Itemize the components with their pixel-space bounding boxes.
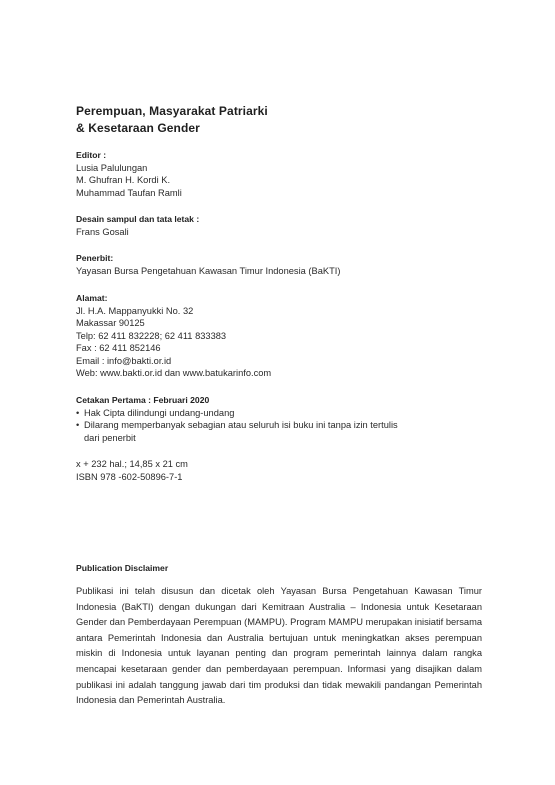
disclaimer-title: Publication Disclaimer xyxy=(76,563,169,573)
printing-label: Cetakan Pertama : Februari 2020 xyxy=(76,395,210,405)
editor-section xyxy=(76,149,182,199)
book-size: x + 232 hal.; 14,85 x 21 cm xyxy=(76,459,188,469)
address-line: Jl. H.A. Mappanyukki No. 32 xyxy=(76,305,194,316)
reproduction-bullet xyxy=(76,419,398,432)
book-title xyxy=(76,103,268,137)
address-section xyxy=(76,292,271,380)
bullet-text: Dilarang memperbanyak sebagian atau seluruh isi buku ini tanpa izin tertulis xyxy=(84,420,398,430)
book-info-section xyxy=(76,458,188,483)
publisher-section xyxy=(76,252,340,277)
book-title-line-1: Perempuan, Masyarakat Patriarki xyxy=(76,104,268,118)
publisher-label: Penerbit: xyxy=(76,253,114,263)
phone-line: Telp: 62 411 832228; 62 411 833383 xyxy=(76,330,227,341)
bullet-continuation: dari penerbit xyxy=(84,432,136,443)
book-title-line-2: & Kesetaraan Gender xyxy=(76,121,200,135)
bullet-text: Hak Cipta dilindungi undang-undang xyxy=(84,407,235,418)
email-line: Email : info@bakti.or.id xyxy=(76,355,172,366)
editor-label: Editor : xyxy=(76,150,107,160)
publisher-name: Yayasan Bursa Pengetahuan Kawasan Timur Indonesia (BaKTI) xyxy=(76,265,341,276)
web-line: Web: www.bakti.or.id dan www.batukarinfo.com xyxy=(76,368,272,378)
copyright-bullet xyxy=(76,407,398,420)
printing-section xyxy=(76,394,398,444)
fax-line: Fax : 62 411 852146 xyxy=(76,343,161,353)
designer-name: Frans Gosali xyxy=(76,226,129,237)
address-line: Makassar 90125 xyxy=(76,318,145,328)
editor-name: Lusia Palulungan xyxy=(76,162,148,173)
design-section xyxy=(76,213,199,238)
disclaimer-body: Publikasi ini telah disusun dan dicetak oleh Yayasan Bursa Pengetahuan Kawasan Timur Indonesia (BaKTI) dengan dukungan dari Kemitraan Australia – Indonesia untuk Kesetaraan Gender dan Pemberdayaan Perempuan (MAMPU). Program MAMPU merupakan inisiatif bersama antara Pemerintah Indonesia dan Australia bertujuan untuk meningkatkan akses perempuan miskin di Indonesia untuk layanan penting dan program pemerintah lainnya dalam rangka mencapai kesetaraan gender dan pemberdayaan perempuan. Informasi yang disajikan dalam publikasi ini adalah tanggung jawab dari tim produksi dan tidak mewakili pandangan Pemerintah Indonesia dan Pemerintah Australia. xyxy=(76,586,482,706)
bullet-mark: • xyxy=(76,420,80,430)
isbn: ISBN 978 -602-50896-7-1 xyxy=(76,471,183,482)
design-label: Desain sampul dan tata letak : xyxy=(76,214,200,224)
editor-name: Muhammad Taufan Ramli xyxy=(76,187,182,198)
editor-name: M. Ghufran H. Kordi K. xyxy=(76,175,171,185)
address-label: Alamat: xyxy=(76,293,108,303)
bullet-mark: • xyxy=(76,407,80,418)
